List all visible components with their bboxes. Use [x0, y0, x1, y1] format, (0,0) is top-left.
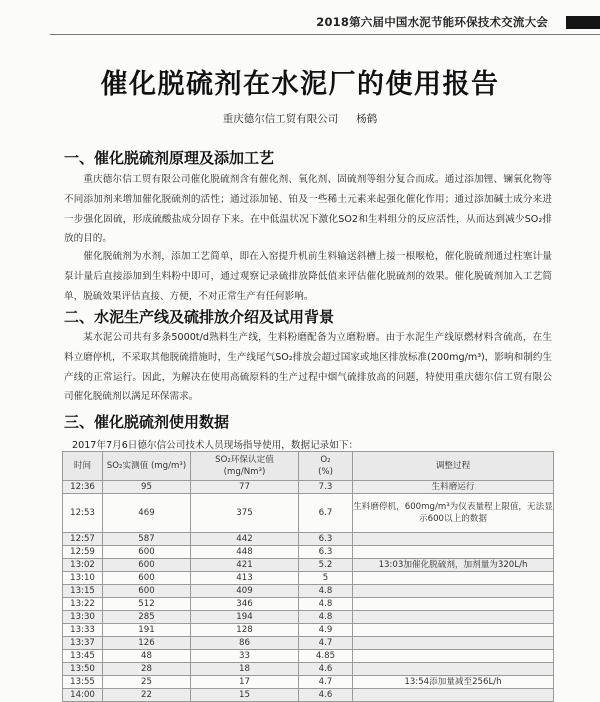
data-table [62, 451, 554, 702]
table-row: 13:22 512 346 4.8 [63, 598, 554, 611]
byline [0, 111, 600, 126]
section-heading-3: 三、催化脱硫剂使用数据 [64, 413, 230, 431]
table-row: 13:50 28 18 4.6 [63, 663, 554, 676]
table-row: 13:10 600 413 5 [63, 572, 554, 585]
table-row: 12:59 600 448 6.3 [63, 546, 554, 559]
conference-title: 2018第六届中国水泥节能环保技术交流大会 [316, 15, 548, 29]
table-row: 13:45 48 33 4.85 [63, 650, 554, 663]
header-time: 时间 [63, 452, 103, 481]
author-name: 杨鹤 [356, 113, 378, 125]
header-so2-measured: SO₂实测值 (mg/m³) [103, 452, 191, 481]
header-divider [50, 34, 600, 35]
process-note: 13:03加催化脱硫剂，加剂量为320L/h [353, 559, 554, 572]
header-so2-env: SO₂环保认定值 (mg/Nm³) [191, 452, 299, 481]
header-o2: O₂ (%) [299, 452, 353, 481]
document-title: 催化脱硫剂在水泥厂的使用报告 [100, 69, 500, 100]
author-company: 重庆德尔信工贸有限公司 [222, 113, 339, 125]
table-row: 13:55 25 17 4.7 13:54添加量减至256L/h [63, 676, 554, 689]
section-heading-2: 二、水泥生产线及硫排放介绍及试用背景 [64, 308, 335, 326]
table-row: 12:36 95 77 7.3 生料磨运行 [63, 481, 554, 494]
table-row: 14:00 22 15 4.6 [63, 689, 554, 702]
table-row: 12:53 469 375 6.7 生料磨停机，600mg/m³为仪表量程上限值，无法显示600以上的数据 [63, 494, 554, 533]
table-row: 13:02 600 421 5.2 13:03加催化脱硫剂，加剂量为320L/h [63, 559, 554, 572]
section-1-paragraph-1: 重庆德尔信工贸有限公司催化脱硫剂含有催化剂、氧化剂、固硫剂等组分复合而成。通过添加锂、镧氧化物等不同添加剂来增加催化脱硫剂的活性；通过添加铋、铂及一些稀土元素来起强化催化作用；通过添加碱土成分来进一步强化固硫，形成硫酸盐成分固存下来。在中低温状况下激化SO2和生料组分的反应活性，从而达到减少SO₂排放的目的。 [64, 174, 552, 245]
table-row: 13:30 285 194 4.8 [63, 611, 554, 624]
header-process: 调整过程 [353, 452, 554, 481]
table-row: 12:57 587 442 6.3 [63, 533, 554, 546]
table-row: 13:37 126 86 4.7 [63, 637, 554, 650]
table-row: 13:15 600 409 4.8 [63, 585, 554, 598]
section-heading-1: 一、催化脱硫剂原理及添加工艺 [64, 149, 275, 167]
process-note: 生料磨运行 [353, 481, 554, 494]
process-note: 13:54添加量减至256L/h [353, 676, 554, 689]
process-note: 生料磨停机，600mg/m³为仪表量程上限值，无法显示600以上的数据 [353, 494, 554, 533]
header-black-bar [566, 16, 600, 29]
table-row: 13:33 191 128 4.9 [63, 624, 554, 637]
table-header-row [63, 452, 554, 481]
table-intro: 2017年7月6日德尔信公司技术人员现场指导使用，数据记录如下： [72, 440, 359, 451]
section-2-paragraph-1: 某水泥公司共有多条5000t/d熟料生产线，生料粉磨配备为立磨粉磨。由于水泥生产线原燃材料含硫高，在生料立磨停机，不采取其他脱硫措施时，生产线尾气SO₂排放会超过国家或地区排放标准(200mg/m³)，影响和制约生产线的正常运行。因此，为解决在使用高硫原料的生产过程中烟气硫排放高的问题，特使用重庆德尔信工贸有限公司催化脱硫剂以满足环保需求。 [64, 332, 552, 403]
page-header [0, 0, 600, 36]
section-1-paragraph-2: 催化脱硫剂为水剂，添加工艺简单，即在入窑提升机前生料输送斜槽上接一根喉枪，催化脱硫剂通过柱塞计量泵计量后直接添加到生料粉中即可，通过观察记录硫排放降低值来评估催化脱硫剂的效果。催化脱硫剂加入工艺简单，脱硫效果评估直接、方便，不对正常生产有任何影响。 [64, 251, 552, 302]
